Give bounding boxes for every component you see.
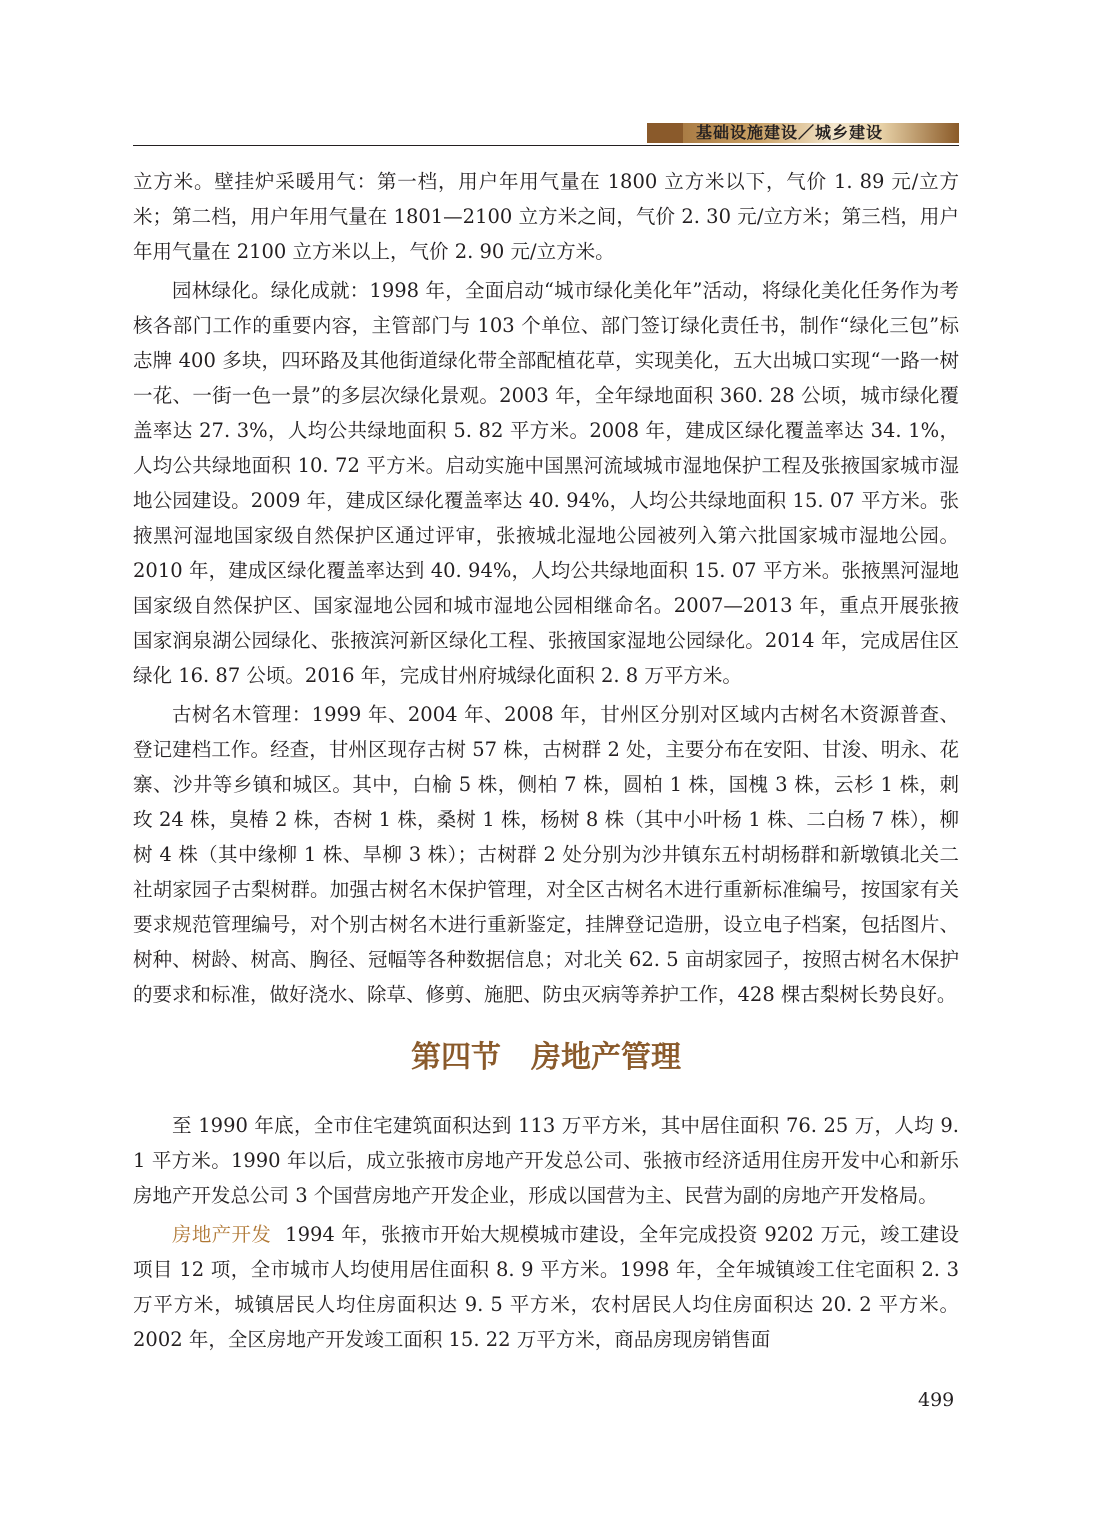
section-title: 第四节 房地产管理 xyxy=(411,1040,681,1075)
header-rule xyxy=(133,145,959,146)
subsection-term: 房地产开发 xyxy=(172,1223,272,1246)
paragraph-ancient-trees: 古树名木管理：1999 年、2004 年、2008 年，甘州区分别对区域内古树名木资源普查、登记建档工作。经查，甘州区现存古树 57 株，古树群 2 处，主要分布在安阳、甘浚、明永、花寨、沙井等乡镇和城区。其中，白榆 5 株，侧柏 7 株，圆柏 1 株，国槐 3 株，云杉 1 株，刺玫 24 株，臭椿 2 株，杏树 1 株，桑树 1 株，杨树 8 株（其中小叶杨 1 株、二白杨 7 株），柳树 4 株（其中缘柳 1 株、旱柳 3 株）；古树群 2 处分别为沙井镇东五村胡杨群和新墩镇北关二社胡家园子古梨树群。加强古树名木保护管理，对全区古树名木进行重新标准编号，按国家有关要求规范管理编号，对个别古树名木进行重新鉴定，挂牌登记造册，设立电子档案，包括图片、树种、树龄、树高、胸径、冠幅等各种数据信息；对北关 62. 5 亩胡家园子，按照古树名木保护的要求和标准，做好浇水、除草、修剪、施肥、防虫灭病等养护工作，428 棵古梨树长势良好。 xyxy=(133,703,960,1006)
paragraph-real-estate-development xyxy=(133,1217,959,1357)
header-decoration-block xyxy=(647,123,683,143)
paragraph-landscaping: 园林绿化。绿化成就：1998 年，全面启动“城市绿化美化年”活动，将绿化美化任务作为考核各部门工作的重要内容，主管部门与 103 个单位、部门签订绿化责任书，制作“绿化三包”标志牌 400 多块，四环路及其他街道绿化带全部配植花草，实现美化，五大出城口实现“一路一树一花、一街一色一景”的多层次绿化景观。2003 年，全年绿地面积 360. 28 公顷，城市绿化覆盖率达 27. 3%，人均公共绿地面积 5. 82 平方米。2008 年，建成区绿化覆盖率达 34. 1%，人均公共绿地面积 10. 72 平方米。启动实施中国黑河流域城市湿地保护工程及张掖国家城市湿地公园建设。2009 年，建成区绿化覆盖率达 40. 94%，人均公共绿地面积 15. 07 平方米。张掖黑河湿地国家级自然保护区通过评审，张掖城北湿地公园被列入第六批国家城市湿地公园。2010 年，建成区绿化覆盖率达到 40. 94%，人均公共绿地面积 15. 07 平方米。张掖黑河湿地国家级自然保护区、国家湿地公园和城市湿地公园相继命名。2007—2013 年，重点开展张掖国家润泉湖公园绿化、张掖滨河新区绿化工程、张掖国家湿地公园绿化。2014 年，完成居住区绿化 16. 87 公顷。2016 年，完成甘州府城绿化面积 2. 8 万平方米。 xyxy=(133,279,959,687)
paragraph-real-estate-text: 1994 年，张掖市开始大规模城市建设，全年完成投资 9202 万元，竣工建设项目 12 项，全市城市人均使用居住面积 8. 9 平方米。1998 年，全年城镇竣工住宅面积 2. 3 万平方米，城镇居民人均住房面积达 9. 5 平方米，农村居民人均住房面积达 20. 2 平方米。2002 年，全区房地产开发竣工面积 15. 22 万平方米，商品房现房销售面 xyxy=(133,1223,959,1351)
running-header-title: 基础设施建设／城乡建设 xyxy=(696,123,884,142)
paragraph-housing-intro: 至 1990 年底，全市住宅建筑面积达到 113 万平方米，其中居住面积 76. 25 万，人均 9. 1 平方米。1990 年以后，成立张掖市房地产开发总公司、张掖市经济适用住房开发中心和新乐房地产开发总公司 3 个国营房地产开发企业，形成以国营为主、民营为副的房地产开发格局。 xyxy=(133,1114,959,1207)
page-number: 499 xyxy=(918,1389,955,1411)
page-body xyxy=(133,164,959,1361)
paragraph-gas-price: 立方米。壁挂炉采暖用气：第一档，用户年用气量在 1800 立方米以下，气价 1. 89 元/立方米；第二档，用户年用气量在 1801—2100 立方米之间，气价 2. 30 元/立方米；第三档，用户年用气量在 2100 立方米以上，气价 2. 90 元/立方米。 xyxy=(133,170,959,263)
